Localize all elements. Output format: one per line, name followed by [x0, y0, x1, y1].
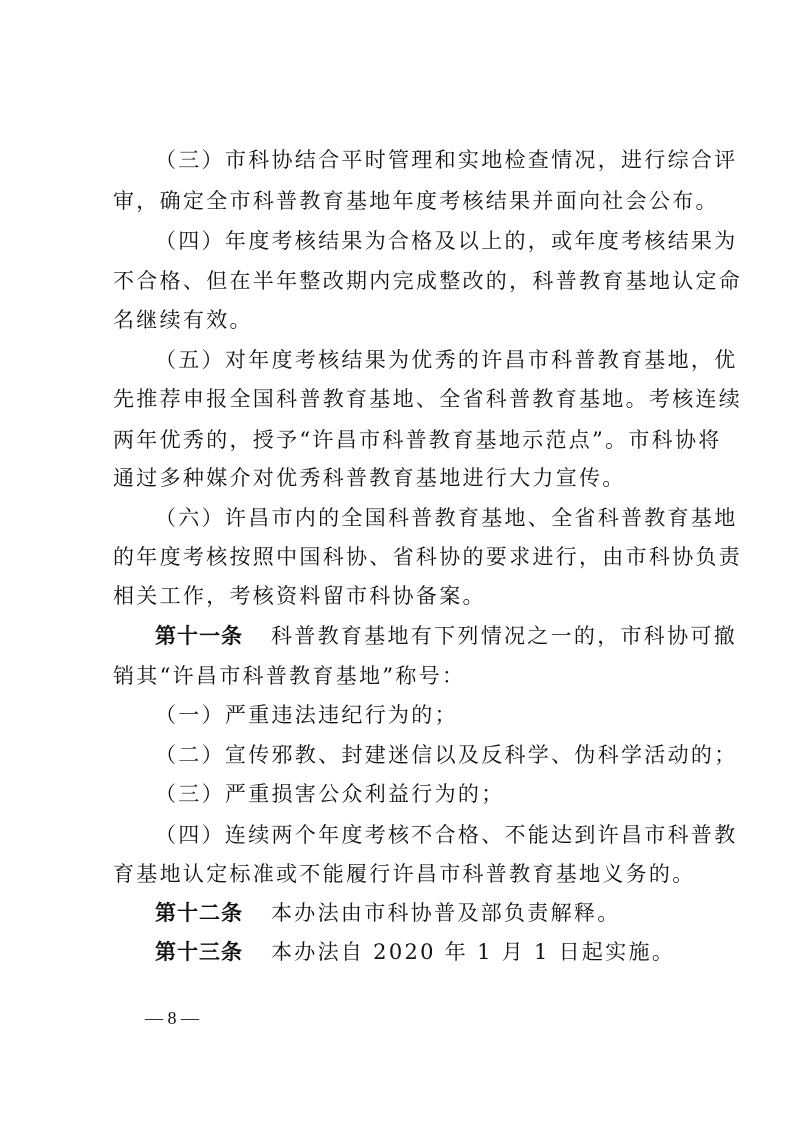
paragraph-line: （五）对年度考核结果为优秀的许昌市科普教育基地，优 [155, 348, 738, 372]
paragraph-line: 先推荐申报全国科普教育基地、全省科普教育基地。考核连续 [113, 387, 743, 411]
list-item: （一）严重违法违纪行为的； [155, 703, 458, 727]
article-11-label: 第十一条 [155, 623, 243, 648]
paragraph-line: 通过多种媒介对优秀科普教育基地进行大力宣传。 [113, 466, 626, 490]
paragraph-line: 的年度考核按照中国科协、省科协的要求进行，由市科协负责 [113, 545, 743, 569]
article-13 [155, 937, 675, 967]
paragraph-line: 不合格、但在半年整改期内完成整改的，科普教育基地认定命 [113, 269, 743, 293]
paragraph-line: 审，确定全市科普教育基地年度考核结果并面向社会公布。 [113, 189, 719, 213]
paragraph-line: （四）年度考核结果为合格及以上的，或年度考核结果为 [155, 229, 738, 253]
list-item-continuation: 育基地认定标准或不能履行许昌市科普教育基地义务的。 [113, 862, 696, 886]
article-12 [155, 898, 621, 928]
article-13-text: 本办法自 2020 年 1 月 1 日起实施。 [271, 940, 676, 964]
article-11-first-line [155, 621, 737, 651]
article-12-label: 第十二条 [155, 900, 243, 925]
paragraph-line: 相关工作，考核资料留市科协备案。 [113, 584, 486, 608]
page-number: — 8 — [145, 1008, 199, 1028]
paragraph-line: 两年优秀的，授予“许昌市科普教育基地示范点”。市科协将 [113, 428, 722, 452]
article-11-second-line: 销其“许昌市科普教育基地”称号： [113, 664, 466, 688]
list-item: （二）宣传邪教、封建迷信以及反科学、伪科学活动的； [155, 743, 738, 767]
article-13-label: 第十三条 [155, 939, 243, 964]
paragraph-line: 名继续有效。 [113, 308, 253, 332]
list-item: （三）严重损害公众利益行为的； [155, 782, 505, 806]
paragraph-line: （三）市科协结合平时管理和实地检查情况，进行综合评 [155, 148, 738, 172]
paragraph-line: （六）许昌市内的全国科普教育基地、全省科普教育基地 [155, 506, 738, 530]
list-item: （四）连续两个年度考核不合格、不能达到许昌市科普教 [155, 823, 738, 847]
article-12-text: 本办法由市科协普及部负责解释。 [271, 901, 621, 925]
article-11-text: 科普教育基地有下列情况之一的，市科协可撤 [271, 624, 737, 648]
